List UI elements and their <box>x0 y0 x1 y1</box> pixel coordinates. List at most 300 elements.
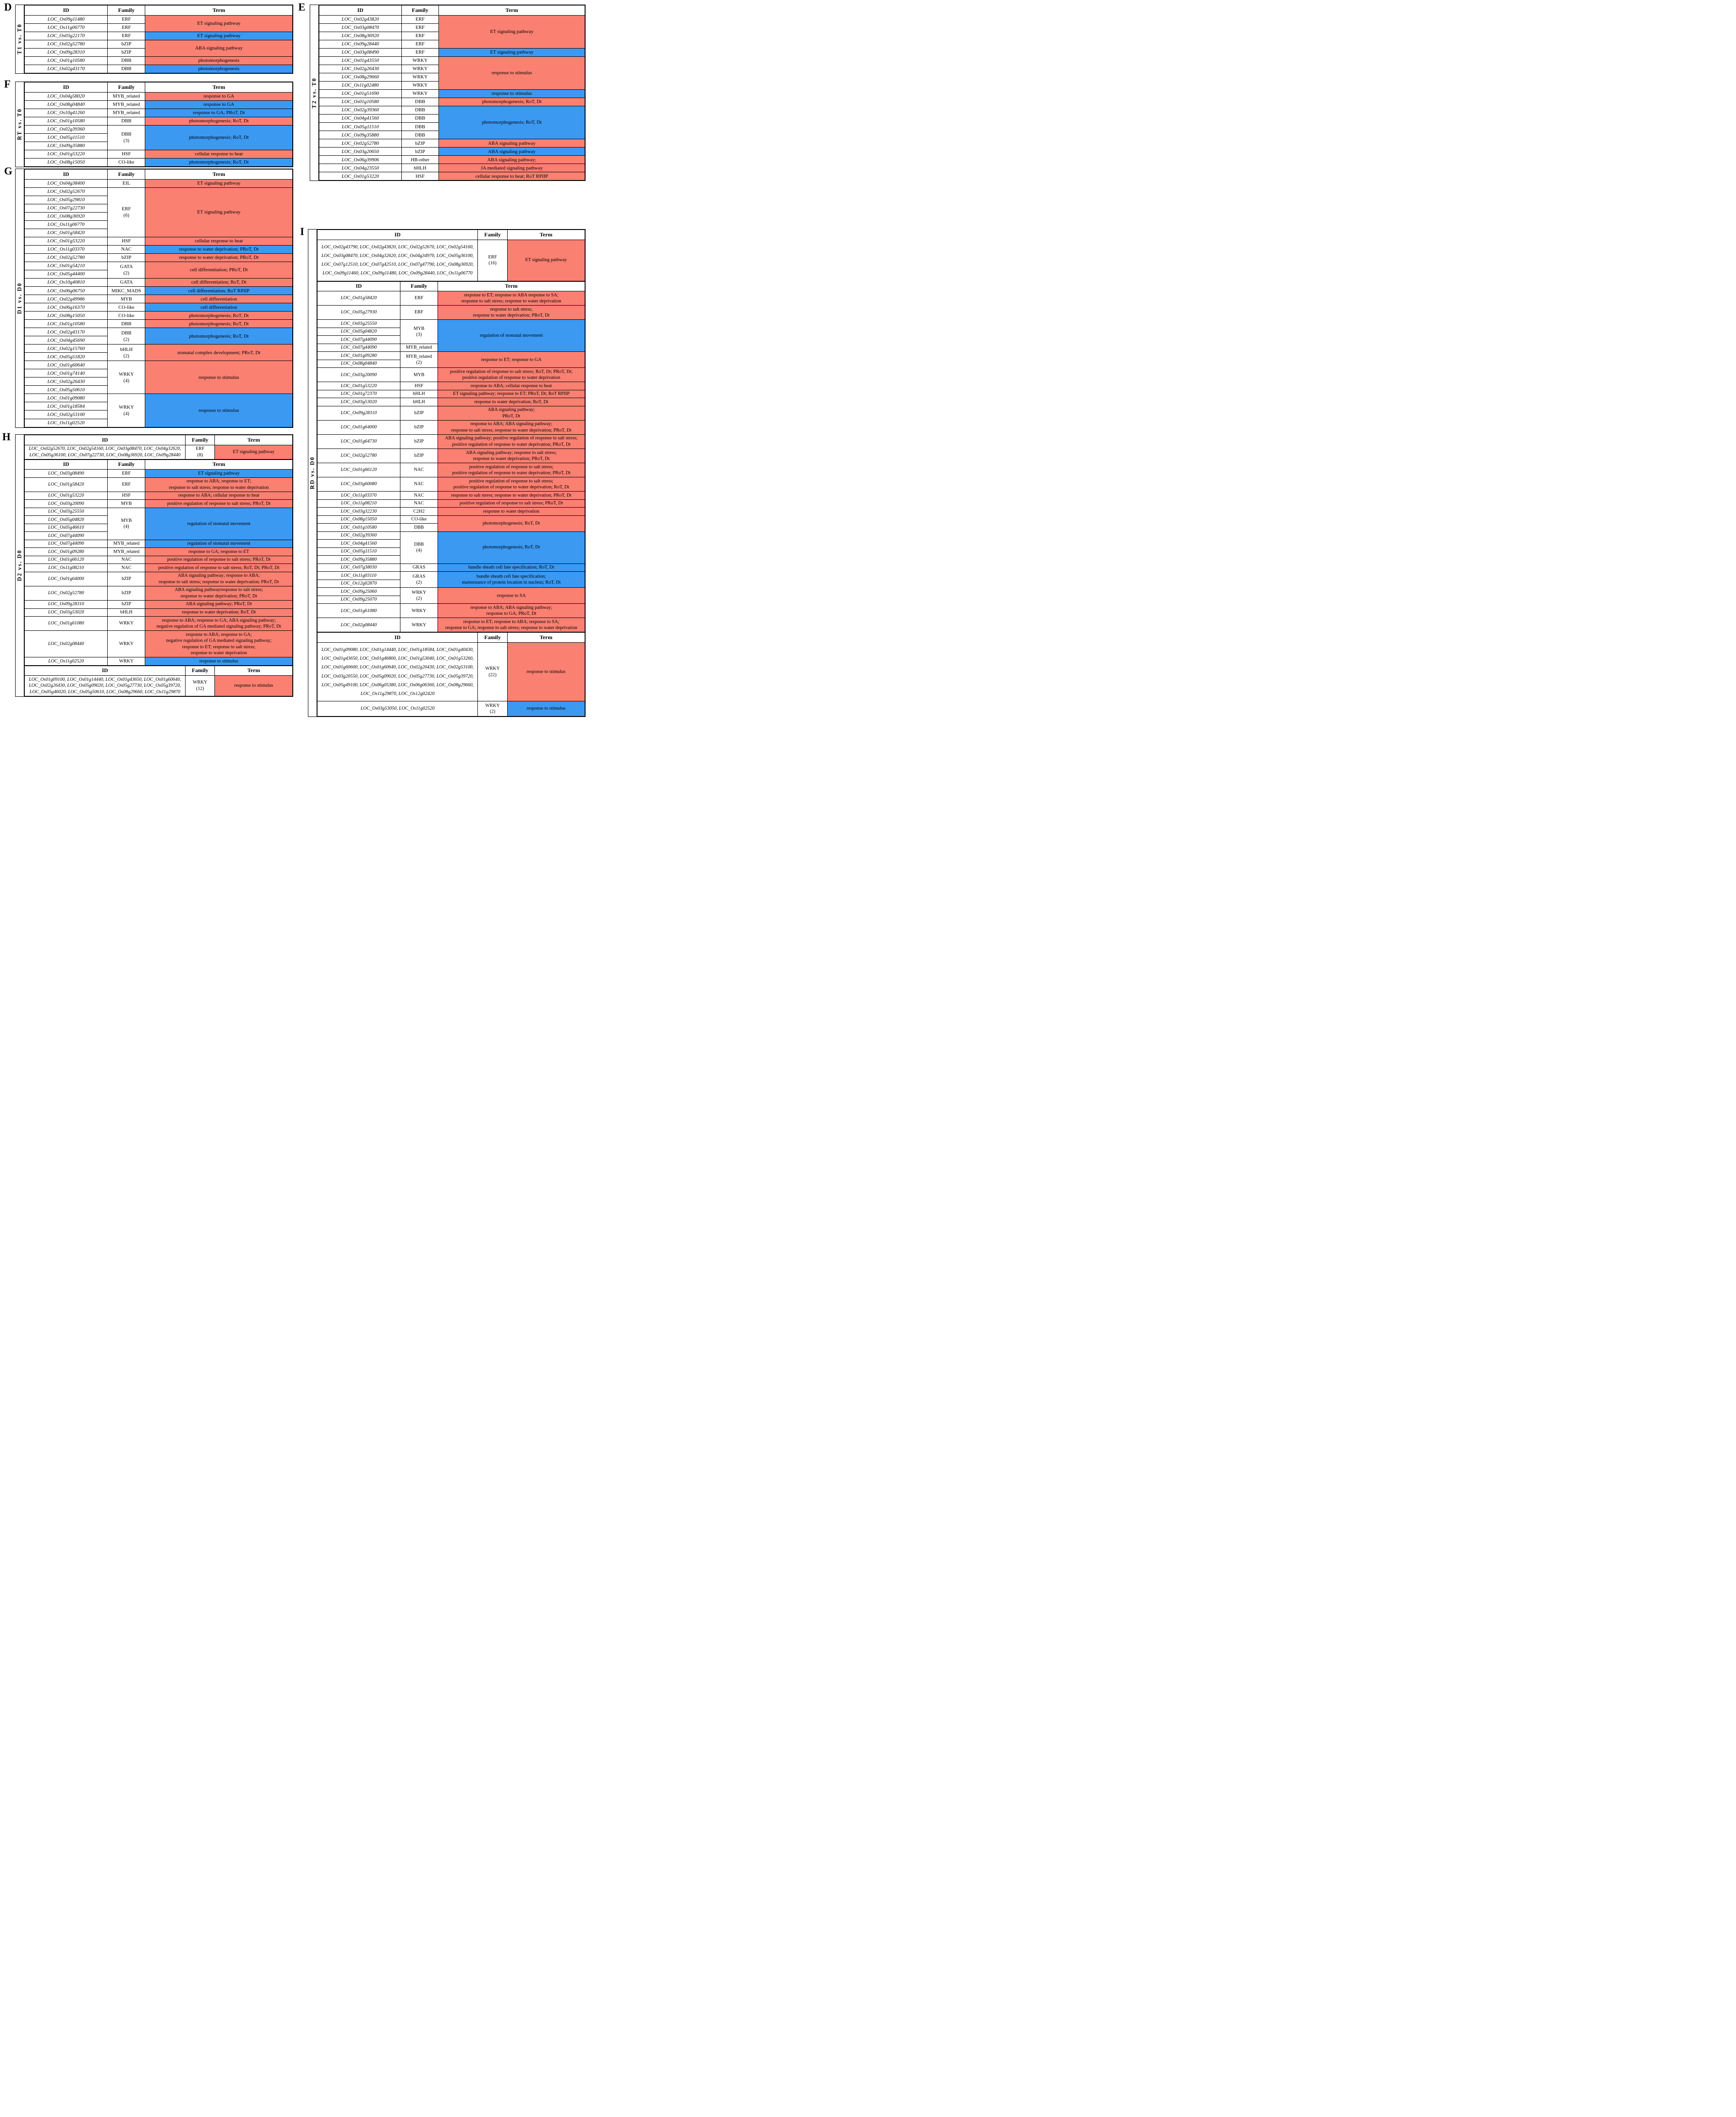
gene-id-block: LOC_Os01g09080, LOC_Os01g14440, LOC_Os01g18584, LOC_Os01g40430, LOC_Os01g43650, LOC_Os01g46800, LOC_Os01g53040, LOC_Os01g53260, LOC_Os01g60600, LOC_Os01g60640, LOC_Os02g26430, LOC_Os02g53100, LOC_Os03g20550, LOC_Os05g09020, LOC_Os05g27730, LOC_Os05g39720, LOC_Os05g49100, LOC_Os06g05380, LOC_Os06g06360, LOC_Os08g29660, LOC_Os11g29870, LOC_Os12g02420 <box>318 642 478 701</box>
gene-id-cell: LOC_Os01g64730 <box>318 434 400 449</box>
family-cell: WRKY <box>400 604 438 618</box>
term-cell: response to salt stress; response to water deprivation; PRoT, Dt <box>438 492 585 500</box>
table-row <box>318 604 585 618</box>
table-row <box>318 449 585 463</box>
table-row <box>25 245 293 253</box>
term-cell: cell differentiation <box>145 303 293 312</box>
gene-id-cell: LOC_Os02g26430 <box>25 377 108 386</box>
family-cell: NAC <box>400 492 438 500</box>
term-cell: response to ABA; response to GA; negative regulation of GA mediated signaling pathway; response to ET; response to salt stress; response to water deprivation <box>145 631 293 657</box>
term-cell: response to ABA; ABA signaling pathway; response to GA; PRoT, Dt <box>438 604 585 618</box>
family-cell: bZIP <box>400 434 438 449</box>
term-cell: photomorphogenesis; RoT, Dt <box>145 328 293 345</box>
gene-id-cell: LOC_Os08g15050 <box>318 515 400 524</box>
term-cell: ABA signaling pathway <box>438 139 585 148</box>
term-cell: response to ET; response to ABA response to SA; response to salt stress; response to water deprivation <box>438 291 585 306</box>
family-cell: bZIP <box>108 586 145 600</box>
go-term-table <box>24 169 293 427</box>
panel-tables <box>24 169 293 427</box>
gene-id-cell: LOC_Os11g06770 <box>25 23 108 32</box>
column-header-id: ID <box>318 281 400 291</box>
gene-id-cell: LOC_Os11g02520 <box>25 419 108 427</box>
gene-id-cell: LOC_Os08g29660 <box>319 73 402 81</box>
family-cell: WRKY <box>401 73 438 81</box>
family-cell: MYB (3) <box>400 320 438 344</box>
table-row <box>25 320 293 328</box>
comparison-label-text: T2 vs. T0 <box>311 77 318 109</box>
gene-id-cell: LOC_Os11g08210 <box>25 564 108 572</box>
term-cell: response to GA <box>145 92 293 100</box>
gene-id-cell: LOC_Os07g38030 <box>318 563 400 572</box>
family-cell: GRAS (2) <box>400 572 438 588</box>
header-row <box>318 281 585 291</box>
family-cell: ERF (16) <box>478 240 507 281</box>
family-cell: CO-like <box>108 312 145 320</box>
family-cell: ERF <box>400 291 438 306</box>
panel-letter-E: E <box>298 1 306 13</box>
family-cell: MIKC_MADS <box>108 287 145 295</box>
family-cell: WRKY (2) <box>478 701 507 716</box>
table-row <box>25 253 293 262</box>
gene-id-cell: LOC_Os03g32230 <box>318 508 400 516</box>
term-cell: cell differentiation; RoT RPIIP <box>145 287 293 295</box>
panel-E <box>310 5 586 181</box>
go-term-table <box>24 666 293 696</box>
gene-id-cell: LOC_Os01g60640 <box>25 361 108 369</box>
family-cell: WRKY (12) <box>186 676 215 696</box>
family-cell: NAC <box>400 477 438 492</box>
table-row <box>318 291 585 306</box>
table-row <box>318 531 585 540</box>
table-row <box>319 48 585 56</box>
family-cell: bZIP <box>401 148 438 156</box>
gene-id-cell: LOC_Os03g22170 <box>25 32 108 40</box>
gene-id-block: LOC_Os03g53050, LOC_Os11g02520 <box>318 701 478 716</box>
family-cell: HSF <box>401 172 438 181</box>
table-row <box>319 156 585 164</box>
term-cell: cell differentiation <box>145 295 293 303</box>
table-row <box>25 92 293 100</box>
gene-id-cell: LOC_Os03g60080 <box>318 477 400 492</box>
term-cell: cell differentiation; PRoT, Dt <box>145 262 293 278</box>
gene-id-cell: LOC_Os12g02870 <box>318 580 400 588</box>
term-cell: positive regulation of response to salt stress; positive regulation of response to water deprivation; RoT, Dt <box>438 477 585 492</box>
term-cell: positive regulation of response to salt stress; positive regulation of response to water deprivation; PRoT, Dt <box>438 463 585 477</box>
term-cell: JA mediated signaling pathway <box>438 164 585 172</box>
family-cell: ERF <box>401 32 438 40</box>
panel-I <box>308 229 586 717</box>
family-cell: MYB_related <box>108 109 145 117</box>
panel-letter-F: F <box>4 78 11 90</box>
header-row <box>318 633 585 643</box>
table-row <box>25 540 293 548</box>
table-row <box>25 608 293 617</box>
column-header-id: ID <box>25 435 186 445</box>
family-cell: DBB <box>108 117 145 125</box>
term-cell: response to GA; PRoT, Dt <box>145 109 293 117</box>
family-cell: C2H2 <box>400 508 438 516</box>
gene-id-cell: LOC_Os01g72370 <box>318 390 400 398</box>
gene-id-cell: LOC_Os04g38400 <box>25 179 108 187</box>
term-cell: ABA signaling pathway; PRoT, Dt <box>438 406 585 420</box>
table-row <box>318 390 585 398</box>
family-cell: ERF (6) <box>108 187 145 237</box>
family-cell: WRKY <box>108 617 145 631</box>
family-cell: bZIP <box>400 406 438 420</box>
table-row <box>319 172 585 181</box>
table-row <box>319 98 585 106</box>
gene-id-cell: LOC_Os05g29810 <box>25 196 108 204</box>
table-row <box>319 164 585 172</box>
term-cell: ET signaling pathway <box>438 15 585 48</box>
family-cell: NAC <box>108 556 145 564</box>
term-cell: regulation of stomatal movement <box>438 320 585 352</box>
term-cell: response to stimulus <box>438 89 585 98</box>
panel-tables <box>24 82 293 167</box>
gene-id-cell: LOC_Os09g28310 <box>25 48 108 56</box>
header-row <box>25 82 293 93</box>
comparison-label <box>16 169 24 427</box>
gene-id-cell: LOC_Os11g02520 <box>25 657 108 666</box>
panel-F <box>15 82 293 167</box>
table-row <box>318 434 585 449</box>
table-row <box>25 65 293 73</box>
comparison-label <box>310 5 319 181</box>
term-cell: ABA signaling pathway; positive regulation of response to salt stress; positive regulation of response to water deprivation; PRoT, Dt <box>438 434 585 449</box>
gene-id-cell: LOC_Os02g08440 <box>318 618 400 632</box>
term-cell: ET signaling pathway <box>215 445 293 459</box>
go-term-table <box>317 281 585 633</box>
gene-id-cell: LOC_Os02g52780 <box>319 139 402 148</box>
panel-tables <box>24 5 293 73</box>
table-row <box>318 508 585 516</box>
gene-id-block: LOC_Os02g43790, LOC_Os02g43820, LOC_Os02g52670, LOC_Os02g54160, LOC_Os03g08470, LOC_Os04g32620, LOC_Os04g34970, LOC_Os05g36100, LOC_Os07g12510, LOC_Os07g42510, LOC_Os07g47790, LOC_Os08g36920, LOC_Os09g11460, LOC_Os09g11480, LOC_Os09g28440, LOC_Os11g06770 <box>318 240 478 281</box>
gene-id-cell: LOC_Os09g35880 <box>25 142 108 150</box>
table-row <box>25 508 293 516</box>
table-row <box>318 463 585 477</box>
table-row <box>25 262 293 270</box>
gene-id-cell: LOC_Os06g16370 <box>25 303 108 312</box>
header-row <box>25 435 293 445</box>
gene-id-cell: LOC_Os11g03110 <box>318 572 400 580</box>
family-cell: WRKY <box>401 89 438 98</box>
term-cell: ABA signaling pathway; PRoT, Dt <box>145 600 293 608</box>
term-cell: ET signaling pathway <box>145 32 293 40</box>
gene-id-cell: LOC_Os01g09280 <box>25 548 108 556</box>
gene-id-cell: LOC_Os08g36920 <box>25 212 108 220</box>
gene-id-cell: LOC_Os05g04820 <box>318 328 400 336</box>
family-cell: HB-other <box>401 156 438 164</box>
column-header-term: Term <box>507 230 585 240</box>
table-row <box>318 618 585 632</box>
gene-id-cell: LOC_Os01g18584 <box>25 402 108 410</box>
term-cell: response to ABA; ABA signaling pathway; response to salt stress; response to water deprivation; PRoT, Dt <box>438 420 585 434</box>
term-cell: ET signaling pathway <box>438 48 585 56</box>
gene-id-cell: LOC_Os03g20090 <box>25 500 108 508</box>
gene-id-cell: LOC_Os01g64000 <box>318 420 400 434</box>
comparison-label-text: RD vs. D0 <box>309 456 316 490</box>
gene-id-cell: LOC_Os07g44090 <box>318 344 400 352</box>
gene-id-cell: LOC_Os11g03370 <box>25 245 108 253</box>
table-row <box>25 278 293 286</box>
gene-id-cell: LOC_Os05g46610 <box>25 524 108 532</box>
gene-id-cell: LOC_Os01g10580 <box>318 524 400 532</box>
family-cell: ERF <box>401 23 438 32</box>
table-row <box>318 320 585 328</box>
family-cell: WRKY (4) <box>108 361 145 394</box>
term-cell: photomorphogenesis; RoT, Dt <box>145 320 293 328</box>
term-cell: bundle sheath cell fate specification; RoT, Dt <box>438 563 585 572</box>
term-cell: response to ABA; cellular response to heat <box>438 382 585 390</box>
table-row <box>25 125 293 133</box>
gene-id-cell: LOC_Os03g08470 <box>319 23 402 32</box>
family-cell: HSF <box>400 382 438 390</box>
family-cell: DBB (3) <box>108 125 145 150</box>
go-term-table <box>317 632 585 716</box>
gene-id-cell: LOC_Os02g39360 <box>318 531 400 540</box>
table-row <box>25 158 293 166</box>
table-row <box>25 312 293 320</box>
term-cell: response to water deprivation; RoT, Dt <box>438 398 585 406</box>
family-cell: DBB <box>401 114 438 122</box>
column-header-family: Family <box>401 5 438 16</box>
table-row <box>25 470 293 478</box>
gene-id-cell: LOC_Os08g36920 <box>319 32 402 40</box>
term-cell: ABA signaling pathway <box>145 40 293 56</box>
gene-id-cell: LOC_Os01g53220 <box>25 150 108 158</box>
family-cell: bHLH <box>400 398 438 406</box>
panel-letter-D: D <box>4 1 12 13</box>
family-cell: MYB (4) <box>108 508 145 540</box>
family-cell: WRKY (4) <box>108 394 145 427</box>
term-cell: regulation of stomatal movement <box>145 540 293 548</box>
term-cell: response to GA <box>145 100 293 109</box>
table-row <box>25 572 293 586</box>
column-header-term: Term <box>145 82 293 93</box>
term-cell: positive regulation of response to salt stress; PRoT, Dt <box>145 500 293 508</box>
gene-id-cell: LOC_Os02g08440 <box>25 631 108 657</box>
family-cell: MYB_related <box>108 548 145 556</box>
gene-id-cell: LOC_Os08g04840 <box>318 360 400 368</box>
gene-id-cell: LOC_Os01g09280 <box>318 352 400 360</box>
gene-id-cell: LOC_Os08g15050 <box>25 312 108 320</box>
family-cell: NAC <box>108 245 145 253</box>
family-cell: bHLH <box>108 608 145 617</box>
column-header-term: Term <box>215 435 293 445</box>
gene-id-cell: LOC_Os01g61080 <box>25 617 108 631</box>
gene-id-cell: LOC_Os01g54210 <box>25 262 108 270</box>
family-cell: GATA (2) <box>108 262 145 278</box>
column-header-id: ID <box>25 5 108 16</box>
gene-id-cell: LOC_Os01g09080 <box>25 394 108 402</box>
family-cell: CO-like <box>108 158 145 166</box>
gene-id-cell: LOC_Os03g25550 <box>25 508 108 516</box>
family-cell: ERF <box>108 477 145 492</box>
family-cell: MYB_related <box>108 100 145 109</box>
table-row <box>318 368 585 382</box>
term-cell: positive regulation of response to salt stress; PRoT, Dt <box>145 556 293 564</box>
term-cell: photomorphogenesis; RoT, Dt <box>145 125 293 150</box>
term-cell: positive regulation of response to salt stress; RoT, Dt; PRoT, Dt; positive regulation of response to water deprivation <box>438 368 585 382</box>
table-row <box>25 361 293 369</box>
family-cell: MYB_related (2) <box>400 352 438 368</box>
figure-canvas <box>0 0 586 715</box>
term-cell: response to stimulus <box>438 56 585 89</box>
table-row <box>319 139 585 148</box>
family-cell: DBB <box>108 65 145 73</box>
gene-id-cell: LOC_Os07g22730 <box>25 204 108 212</box>
gene-id-cell: LOC_Os05g11510 <box>318 547 400 556</box>
column-header-family: Family <box>108 170 145 180</box>
gene-id-cell: LOC_Os11g02480 <box>319 81 402 89</box>
go-term-table <box>24 460 293 666</box>
column-header-id: ID <box>318 230 478 240</box>
table-row <box>318 398 585 406</box>
gene-id-cell: LOC_Os01g53220 <box>319 172 402 181</box>
column-header-family: Family <box>186 666 215 676</box>
column-header-family: Family <box>478 633 507 643</box>
gene-id-cell: LOC_Os03g20090 <box>318 368 400 382</box>
term-cell: response to stimulus <box>507 642 585 701</box>
family-cell: ERF <box>108 32 145 40</box>
gene-id-cell: LOC_Os11g06770 <box>25 220 108 229</box>
gene-id-cell: LOC_Os05g11510 <box>319 123 402 131</box>
gene-id-cell: LOC_Os06g06750 <box>25 287 108 295</box>
column-header-family: Family <box>108 5 145 16</box>
term-cell: stomatal complex development; PRoT, Dt <box>145 345 293 361</box>
column-header-term: Term <box>507 633 585 643</box>
term-cell: ET signaling pathway <box>145 187 293 237</box>
family-cell: bHLH <box>401 164 438 172</box>
table-row <box>318 492 585 500</box>
gene-id-cell: LOC_Os01g53220 <box>318 382 400 390</box>
gene-id-cell: LOC_Os05g04820 <box>25 516 108 524</box>
term-cell: response to ET; response to GA <box>438 352 585 368</box>
table-row <box>25 187 293 196</box>
gene-id-cell: LOC_Os01g10580 <box>25 56 108 65</box>
column-header-term: Term <box>145 170 293 180</box>
header-row <box>25 460 293 470</box>
family-cell: ERF <box>401 15 438 23</box>
column-header-id: ID <box>25 666 186 676</box>
gene-id-cell: LOC_Os03g08490 <box>25 470 108 478</box>
gene-id-cell: LOC_Os05g27930 <box>318 306 400 320</box>
family-cell: bZIP <box>108 40 145 48</box>
gene-id-cell: LOC_Os09g25060 <box>318 588 400 596</box>
go-term-table <box>24 435 293 460</box>
column-header-term: Term <box>438 281 585 291</box>
family-cell: HSF <box>108 150 145 158</box>
family-cell: ERF <box>108 470 145 478</box>
go-term-table <box>317 230 585 281</box>
table-row <box>25 564 293 572</box>
table-row <box>25 328 293 336</box>
table-row <box>318 306 585 320</box>
term-cell: response to water deprivation; PRoT, Dt <box>145 245 293 253</box>
column-header-id: ID <box>25 460 108 470</box>
term-cell: response to stimulus <box>145 361 293 394</box>
column-header-family: Family <box>108 82 145 93</box>
gene-id-cell: LOC_Os08g04840 <box>25 100 108 109</box>
term-cell: ABA signaling pathway; <box>438 156 585 164</box>
family-cell: MYB_related <box>400 344 438 352</box>
gene-id-cell: LOC_Os02g39360 <box>319 106 402 114</box>
comparison-label <box>308 230 317 717</box>
column-header-term: Term <box>438 5 585 16</box>
family-cell: CO-like <box>400 515 438 524</box>
column-header-id: ID <box>25 170 108 180</box>
gene-id-cell: LOC_Os04g41560 <box>319 114 402 122</box>
gene-id-cell: LOC_Os02g52780 <box>25 40 108 48</box>
family-cell: MYB_related <box>108 92 145 100</box>
table-row <box>25 657 293 666</box>
column-header-id: ID <box>318 633 478 643</box>
gene-id-cell: LOC_Os03g20650 <box>319 148 402 156</box>
table-row <box>25 32 293 40</box>
table-row <box>25 394 293 402</box>
term-cell: response to ET; response to ABA; response to SA; response to GA; response to salt stress; response to water deprivation <box>438 618 585 632</box>
table-row <box>319 56 585 65</box>
term-cell: response to stimulus <box>507 701 585 716</box>
gene-id-cell: LOC_Os02g43170 <box>25 65 108 73</box>
gene-id-cell: LOC_Os02g43170 <box>25 328 108 336</box>
panel-letter-I: I <box>300 226 304 237</box>
panel-G <box>15 169 293 428</box>
column-header-family: Family <box>186 435 215 445</box>
term-cell: response to salt stress; response to water deprivation; PRoT, Dt <box>438 306 585 320</box>
term-cell: bundle sheath cell fate specification; maintenance of protein location in nucleus; RoT, Dt <box>438 572 585 588</box>
table-row <box>25 100 293 109</box>
table-row <box>25 117 293 125</box>
family-cell: bZIP <box>108 600 145 608</box>
table-row <box>318 382 585 390</box>
family-cell: DBB <box>401 106 438 114</box>
gene-id-cell: LOC_Os04g45690 <box>25 336 108 345</box>
table-row <box>318 240 585 281</box>
table-row <box>25 617 293 631</box>
gene-id-cell: LOC_Os09g28440 <box>319 40 402 48</box>
term-cell: response to SA <box>438 588 585 604</box>
family-cell: WRKY <box>401 81 438 89</box>
term-cell: positive regulation of response to salt stress; RoT, Dt; PRoT, Dt <box>145 564 293 572</box>
term-cell: cellular response to heat; RoT RPIIP <box>438 172 585 181</box>
family-cell: NAC <box>400 463 438 477</box>
term-cell: photomorphogenesis; RoT, Dt <box>145 117 293 125</box>
term-cell: photomorphogenesis; RoT, Dt <box>438 106 585 139</box>
header-row <box>319 5 585 16</box>
family-cell: WRKY (2) <box>400 588 438 604</box>
term-cell: ABA signaling pathway; response to salt stress; response to water deprivation; PRoT, Dt <box>438 449 585 463</box>
family-cell: MYB <box>400 368 438 382</box>
gene-id-cell: LOC_Os05g44400 <box>25 270 108 278</box>
term-cell: cellular response to heat <box>145 150 293 158</box>
family-cell: WRKY <box>108 657 145 666</box>
term-cell: ET signaling pathway <box>145 179 293 187</box>
gene-id-cell: LOC_Os02g52780 <box>25 586 108 600</box>
gene-id-block: LOC_Os01g09100, LOC_Os01g14440, LOC_Os01g43650, LOC_Os01g60640, LOC_Os02g26430, LOC_Os05g09020, LOC_Os05g27730, LOC_Os05g39720, LOC_Os05g46020, LOC_Os05g50610, LOC_Os08g29660, LOC_Os11g29870 <box>25 676 186 696</box>
family-cell: WRKY <box>108 631 145 657</box>
family-cell: HSF <box>108 492 145 500</box>
gene-id-cell: LOC_Os06g39906 <box>319 156 402 164</box>
table-row <box>25 676 293 696</box>
family-cell: bZIP <box>108 48 145 56</box>
family-cell: bZIP <box>108 572 145 586</box>
header-row <box>25 666 293 676</box>
go-term-table <box>319 5 585 181</box>
family-cell: DBB <box>108 56 145 65</box>
table-row <box>25 179 293 187</box>
term-cell: ET signaling pathway <box>507 240 585 281</box>
